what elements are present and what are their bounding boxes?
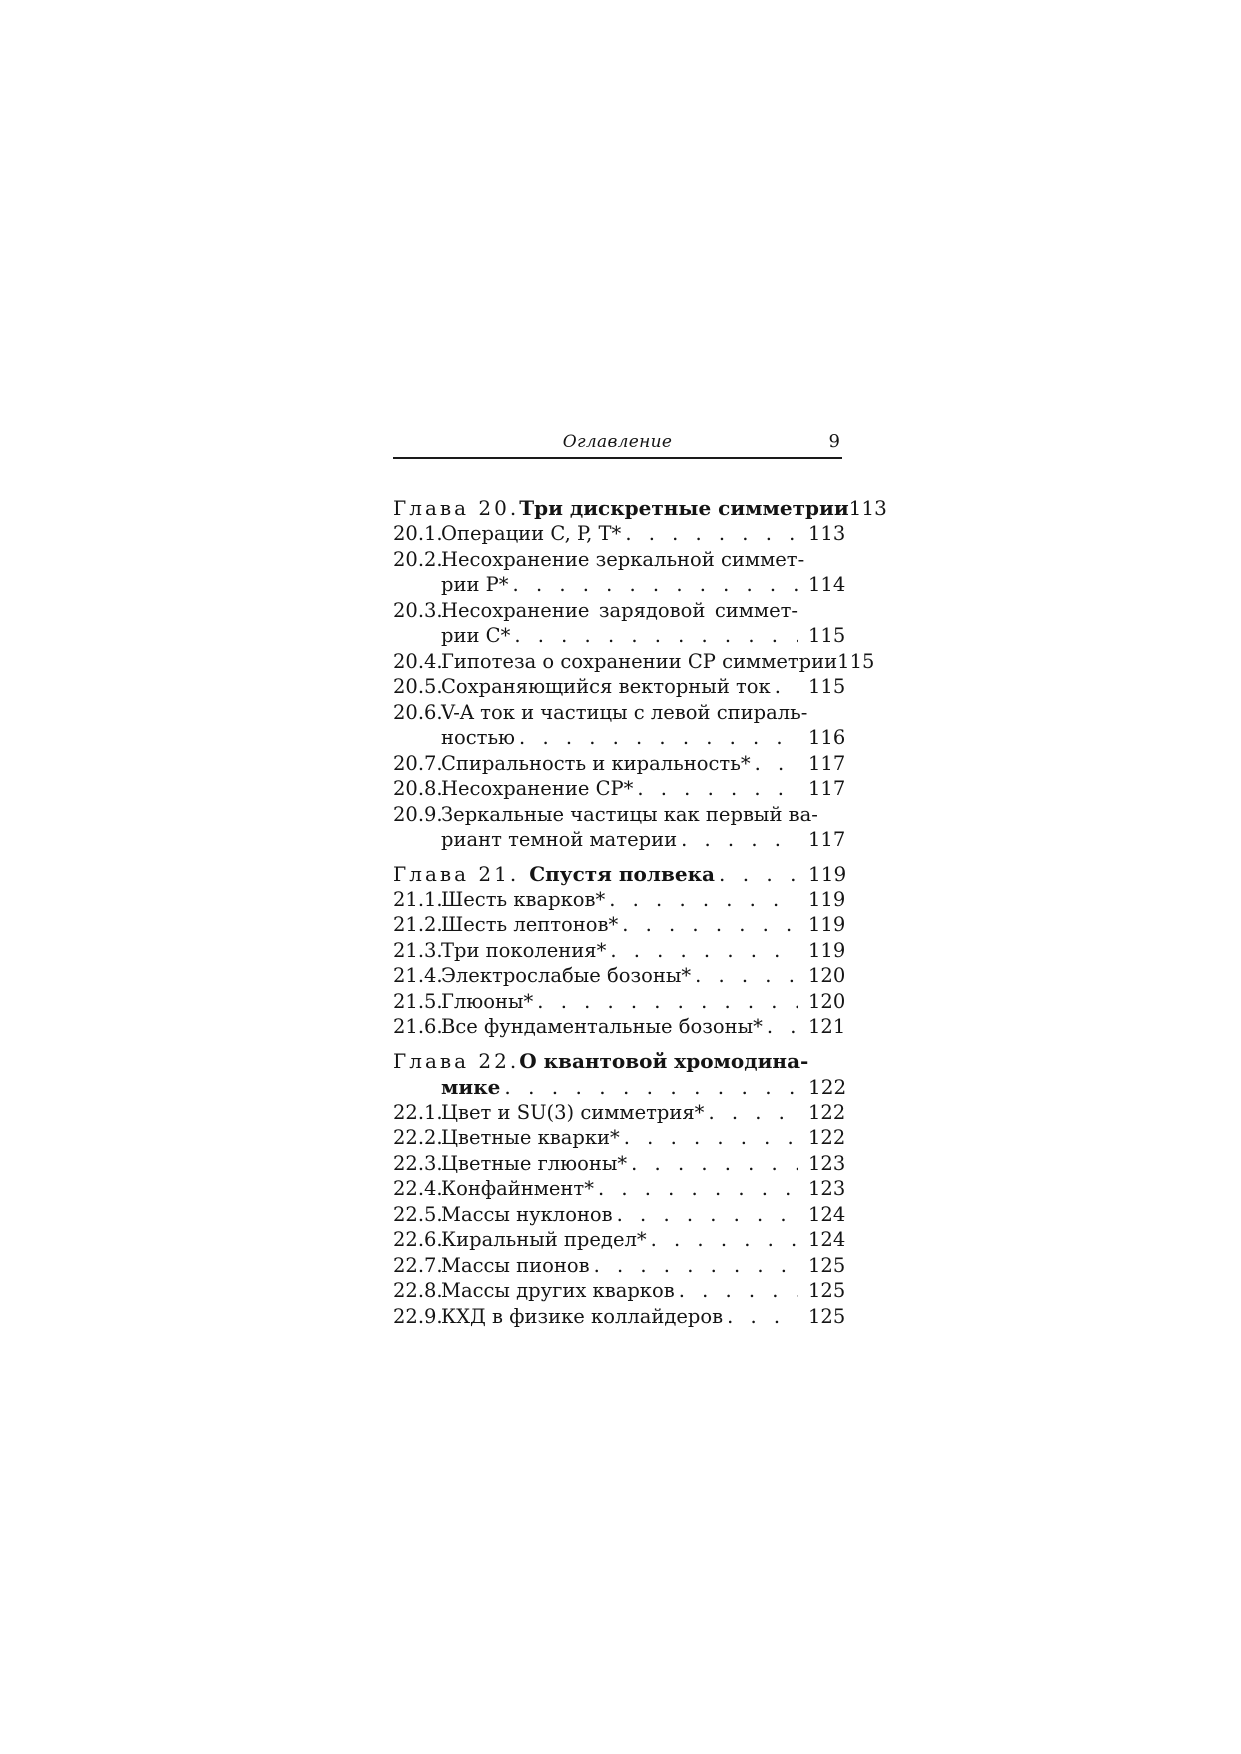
section-title: Конфайнмент* [441, 1177, 594, 1200]
dot-leader [621, 521, 798, 547]
section-title: Электрослабые бозоны* [441, 964, 692, 987]
toc-entry-22-6[interactable] [393, 1227, 846, 1253]
toc-entry-22-5[interactable] [393, 1202, 846, 1228]
chapter-prefix: Глава 21. [393, 861, 520, 886]
page-ref: 115 [808, 624, 846, 647]
section-title: Киральный предел* [441, 1228, 647, 1251]
dot-leader [590, 1253, 798, 1279]
toc-entry-21-6[interactable] [393, 1014, 846, 1040]
page-ref: 125 [808, 1253, 846, 1277]
chapter-heading-21[interactable] [393, 861, 847, 887]
section-number: 22.5. [393, 1202, 443, 1226]
section-number: 22.6. [393, 1228, 443, 1251]
page-ref: 119 [808, 887, 846, 911]
section-title: Цветные глюоны* [441, 1151, 628, 1175]
dot-leader [675, 1278, 798, 1304]
chapter-title: Три дискретные симметрии [519, 496, 849, 520]
dot-leader [515, 725, 798, 751]
section-number: 22.9. [393, 1304, 443, 1328]
page-ref: 122 [808, 1126, 846, 1149]
section-number: 22.1. [393, 1100, 443, 1124]
toc-entry-20-6[interactable] [393, 700, 846, 751]
page-ref: 119 [808, 938, 846, 962]
page-ref: 113 [848, 496, 887, 520]
chapter-prefix: Глава 22. [393, 1048, 520, 1073]
dot-leader [510, 623, 798, 649]
toc-entry-22-8[interactable] [393, 1278, 846, 1304]
section-title: Цвет и SU(3) симметрия* [441, 1100, 705, 1124]
section-title: Сохраняющийся векторный ток [441, 675, 771, 698]
toc-entry-20-9[interactable] [393, 802, 846, 853]
section-number: 20.7. [393, 751, 443, 775]
toc-entry-22-3[interactable] [393, 1151, 846, 1177]
section-title: Шесть кварков* [441, 887, 606, 911]
dot-leader [533, 989, 798, 1015]
page-ref: 114 [808, 573, 846, 596]
page-ref: 117 [808, 751, 846, 775]
toc-entry-22-9[interactable] [393, 1304, 846, 1330]
section-number: 20.1. [393, 522, 443, 545]
section-number: 22.4. [393, 1177, 443, 1200]
section-title: Три поколения* [441, 938, 607, 962]
section-title: Все фундаментальные бозоны* [441, 1015, 763, 1038]
section-number: 20.5. [393, 675, 443, 698]
dot-leader [715, 861, 798, 887]
section-number: 21.1. [393, 887, 443, 911]
dot-leader [677, 827, 798, 853]
section-number: 21.5. [393, 989, 443, 1013]
page-ref: 119 [808, 861, 847, 886]
toc-entry-20-2[interactable] [393, 547, 846, 598]
dot-leader [691, 963, 798, 989]
dot-leader [704, 1100, 798, 1126]
toc-entry-22-7[interactable] [393, 1253, 846, 1279]
dot-leader [751, 751, 798, 777]
section-number: 21.6. [393, 1015, 443, 1038]
toc-entry-20-5[interactable] [393, 674, 846, 700]
page-ref: 125 [808, 1304, 846, 1328]
section-number: 20.3. [393, 598, 443, 622]
chapter-heading-20[interactable] [393, 495, 887, 521]
toc-entry-20-1[interactable] [393, 521, 846, 547]
section-title: Массы нуклонов [441, 1202, 613, 1226]
section-title: Гипотеза о сохранении CP симметрии [441, 649, 838, 673]
section-title: V-A ток и частицы с левой спираль- [441, 700, 808, 724]
page-ref: 122 [808, 1100, 846, 1124]
dot-leader [620, 1125, 798, 1151]
toc-entry-21-5[interactable] [393, 989, 846, 1015]
toc-entry-20-7[interactable] [393, 751, 846, 777]
page-ref: 123 [808, 1177, 846, 1200]
running-title: Оглавление [562, 432, 673, 452]
page-ref: 124 [808, 1202, 846, 1226]
dot-leader [618, 912, 798, 938]
page-ref: 120 [808, 989, 846, 1013]
dot-leader [633, 776, 798, 802]
section-number: 20.9. [393, 802, 443, 826]
table-of-contents [393, 495, 887, 1329]
toc-entry-20-3[interactable] [393, 598, 846, 649]
section-title-cont: рии P* [441, 573, 509, 596]
dot-leader [771, 674, 798, 700]
toc-entry-21-2[interactable] [393, 912, 846, 938]
section-title: Массы пионов [441, 1253, 590, 1277]
toc-entry-22-4[interactable] [393, 1176, 846, 1202]
section-title-cont: рии C* [441, 624, 511, 647]
toc-entry-22-2[interactable] [393, 1125, 846, 1151]
page-ref: 125 [808, 1279, 846, 1302]
toc-entry-20-8[interactable] [393, 776, 846, 802]
chapter-title: Спустя полвека [529, 861, 715, 886]
dot-leader [647, 1227, 798, 1253]
dot-leader [500, 1074, 798, 1100]
toc-entry-21-1[interactable] [393, 887, 846, 913]
toc-entry-21-3[interactable] [393, 938, 846, 964]
page-ref: 119 [808, 913, 846, 936]
section-number: 22.3. [393, 1151, 443, 1175]
page-header [393, 430, 842, 459]
dot-leader [605, 887, 798, 913]
dot-leader [509, 572, 798, 598]
section-number: 20.6. [393, 700, 443, 724]
section-number: 22.2. [393, 1126, 443, 1149]
section-title: Несохранение зеркальной симмет- [441, 547, 805, 571]
section-number: 20.4. [393, 649, 443, 673]
page-ref: 113 [808, 522, 846, 545]
dot-leader [606, 938, 798, 964]
section-title: Цветные кварки* [441, 1126, 620, 1149]
page-ref: 121 [808, 1015, 846, 1038]
page-ref: 116 [808, 726, 846, 749]
page-ref: 117 [808, 828, 846, 851]
section-title: Несохранение зарядовой симмет- [441, 598, 798, 622]
page-number: 9 [828, 431, 840, 452]
section-number: 22.7. [393, 1253, 443, 1277]
section-number: 21.2. [393, 913, 443, 936]
section-title: Шесть лептонов* [441, 913, 619, 936]
page-ref: 120 [808, 964, 846, 987]
section-title-cont: ностью [441, 726, 516, 749]
section-number: 20.2. [393, 547, 443, 571]
section-title-cont: риант темной материи [441, 828, 678, 851]
section-title: Операции C, P, T* [441, 522, 622, 545]
page-ref: 117 [808, 777, 846, 800]
toc-entry-21-4[interactable] [393, 963, 846, 989]
chapter-title-cont: мике [441, 1074, 501, 1099]
section-number: 21.4. [393, 964, 443, 987]
section-title: Несохранение CP* [441, 777, 634, 800]
page-ref: 122 [808, 1074, 847, 1099]
section-number: 21.3. [393, 938, 443, 962]
section-title: Массы других кварков [441, 1279, 675, 1302]
toc-entry-22-1[interactable] [393, 1100, 846, 1126]
page-ref: 124 [808, 1228, 846, 1251]
dot-leader [594, 1176, 798, 1202]
section-title: Спиральность и киральность* [441, 751, 751, 775]
dot-leader [763, 1014, 798, 1040]
toc-entry-20-4[interactable] [393, 649, 875, 675]
section-title: Глюоны* [441, 989, 534, 1013]
dot-leader [613, 1202, 798, 1228]
chapter-prefix: Глава 20. [393, 496, 520, 520]
page-ref: 115 [808, 675, 846, 698]
section-title: КХД в физике коллайдеров [441, 1304, 724, 1328]
page-ref: 115 [837, 649, 875, 673]
dot-leader [627, 1151, 798, 1177]
dot-leader [723, 1304, 798, 1330]
chapter-heading-22[interactable] [393, 1048, 847, 1100]
section-title: Зеркальные частицы как первый ва- [441, 802, 818, 826]
section-number: 22.8. [393, 1279, 443, 1302]
chapter-title: О квантовой хромодина- [519, 1048, 809, 1073]
section-number: 20.8. [393, 777, 443, 800]
page-ref: 123 [808, 1151, 846, 1175]
